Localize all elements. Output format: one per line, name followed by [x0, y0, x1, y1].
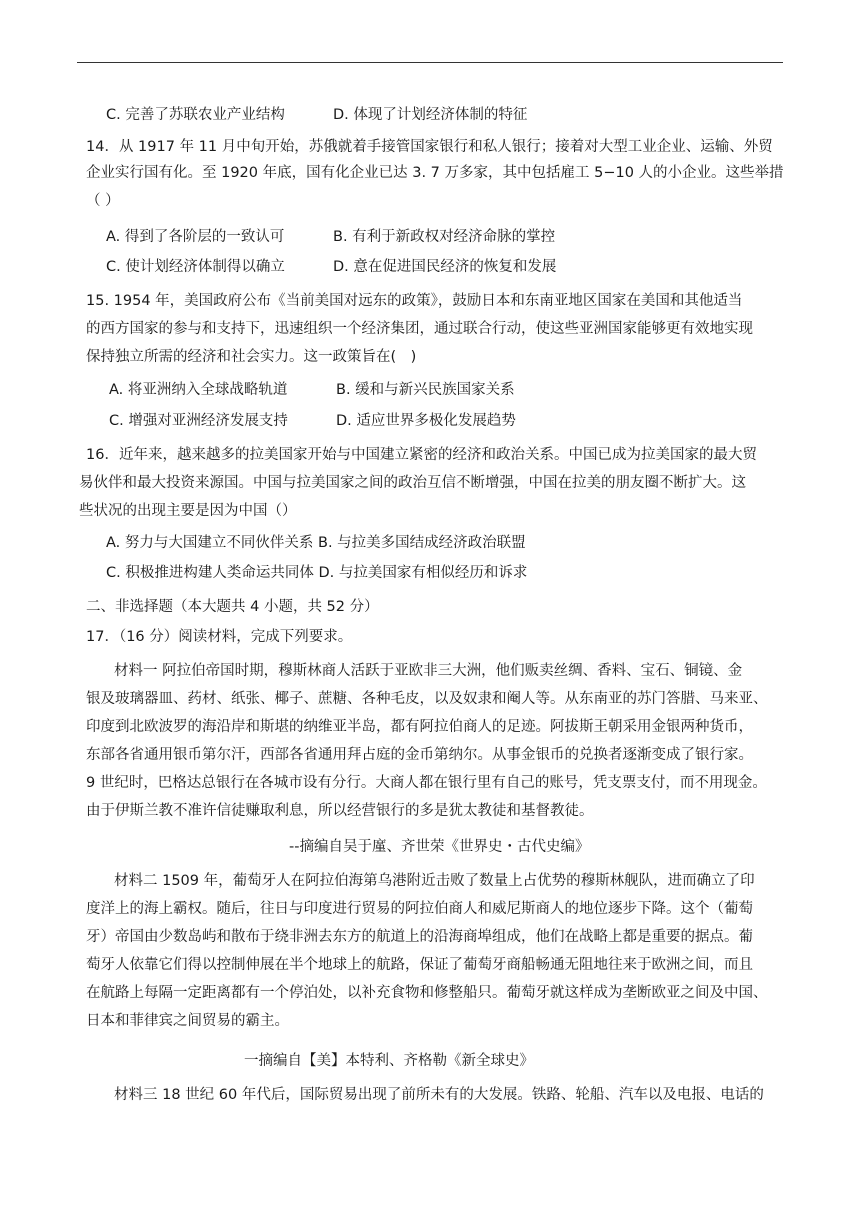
q15-option-a: A. 将亚洲纳入全球战略轨道 [109, 382, 288, 398]
material2-line-2: 度洋上的海上霸权。随后，往日与印度进行贸易的阿拉伯商人和威尼斯商人的地位逐步下降。这个（葡萄 [86, 901, 753, 917]
material2-line-1: 材料二 1509 年，葡萄牙人在阿拉伯海第乌港附近击败了数量上占优势的穆斯林舰队，进而确立了印 [114, 873, 755, 889]
material1-line-3: 印度到北欧波罗的海沿岸和斯堪的纳维亚半岛，都有阿拉伯商人的足迹。阿拔斯王朝采用金银两种货币， [86, 719, 753, 735]
material1-line-4: 东部各省通用银币第尔汗，西部各省通用拜占庭的金币第纳尔。从事金银币的兑换者逐渐变成了银行家。 [86, 747, 753, 763]
q15-stem-line-2: 的西方国家的参与和支持下，迅速组织一个经济集团，通过联合行动，使这些亚洲国家能够更有效地实现 [86, 321, 753, 337]
material1-line-6: 由于伊斯兰教不准许信徒赚取利息，所以经营银行的多是犹太教徒和基督教徒。 [86, 803, 594, 819]
material1-line-1: 材料一 阿拉伯帝国时期，穆斯林商人活跃于亚欧非三大洲，他们贩卖丝绸、香料、宝石、铜镜、金 [114, 663, 743, 679]
q15-option-d: D. 适应世界多极化发展趋势 [336, 413, 516, 429]
header-rule [77, 62, 783, 63]
q15-stem-line-1: 15. 1954 年，美国政府公布《当前美国对远东的政策》，鼓励日本和东南亚地区国家在美国和其他适当 [86, 293, 743, 309]
material1-source: --摘编自吴于廑、齐世荣《世界史・古代史编》 [289, 839, 590, 855]
q14-option-c: C. 使计划经济体制得以确立 [106, 259, 285, 275]
material2-line-4: 萄牙人依靠它们得以控制伸展在半个地球上的航路，保证了葡萄牙商船畅通无阻地往来于欧洲之间，而且 [86, 957, 753, 973]
q16-options-cd: C. 积极推进构建人类命运共同体 D. 与拉美国家有相似经历和诉求 [106, 565, 528, 581]
q16-stem-line-3: 些状况的出现主要是因为中国（） [79, 503, 297, 519]
section-heading: 二、非选择题（本大题共 4 小题，共 52 分） [86, 599, 379, 615]
q14-stem-line-2: 企业实行国有化。至 1920 年底，国有化企业已达 3. 7 万多家，其中包括雇工 5−10 人的小企业。这些举措 [86, 165, 784, 181]
q14-option-a: A. 得到了各阶层的一致认可 [106, 229, 285, 245]
material3-line-1: 材料三 18 世纪 60 年代后，国际贸易出现了前所未有的大发展。铁路、轮船、汽车以及电报、电话的 [114, 1087, 764, 1103]
q16-stem-line-1: 16．近年来，越来越多的拉美国家开始与中国建立紧密的经济和政治关系。中国已成为拉美国家的最大贸 [86, 447, 757, 463]
q14-stem-line-1: 14．从 1917 年 11 月中旬开始，苏俄就着手接管国家银行和私人银行；接着对大型工业企业、运输、外贸 [86, 139, 773, 155]
q15-option-b: B. 缓和与新兴民族国家关系 [336, 382, 515, 398]
q13-option-c: C. 完善了苏联农业产业结构 [106, 107, 285, 123]
material1-line-5: 9 世纪时，巴格达总银行在各城市设有分行。大商人都在银行里有自己的账号，凭支票支付，而不用现金。 [86, 775, 767, 791]
q17-instruction: 17．（16 分）阅读材料，完成下列要求。 [86, 629, 353, 645]
material2-source: 一摘编自【美】本特利、齐格勒《新全球史》 [244, 1053, 534, 1069]
q16-stem-line-2: 易伙伴和最大投资来源国。中国与拉美国家之间的政治互信不断增强，中国在拉美的朋友圈不断扩大。这 [79, 475, 746, 491]
q15-option-c: C. 增强对亚洲经济发展支持 [109, 413, 288, 429]
q14-option-d: D. 意在促进国民经济的恢复和发展 [333, 259, 557, 275]
q13-option-d: D. 体现了计划经济体制的特征 [333, 107, 528, 123]
q14-stem-line-3: （ ） [86, 193, 120, 209]
q15-stem-line-3: 保持独立所需的经济和社会实力。这一政策旨在( ) [86, 349, 417, 365]
material2-line-3: 牙）帝国由少数岛屿和散布于绕非洲去东方的航道上的沿海商埠组成，他们在战略上都是重要的据点。葡 [86, 929, 753, 945]
q16-options-ab: A. 努力与大国建立不同伙伴关系 B. 与拉美多国结成经济政治联盟 [106, 535, 526, 551]
material2-line-5: 在航路上每隔一定距离都有一个停泊处，以补充食物和修整船只。葡萄牙就这样成为垄断欧亚之间及中国、 [86, 985, 768, 1001]
material1-line-2: 银及玻璃器皿、药材、纸张、椰子、蔗糖、各种毛皮，以及奴隶和阉人等。从东南亚的苏门答腊、马来亚、 [86, 691, 768, 707]
q14-option-b: B. 有利于新政权对经济命脉的掌控 [333, 229, 556, 245]
material2-line-6: 日本和菲律宾之间贸易的霸主。 [86, 1013, 289, 1029]
